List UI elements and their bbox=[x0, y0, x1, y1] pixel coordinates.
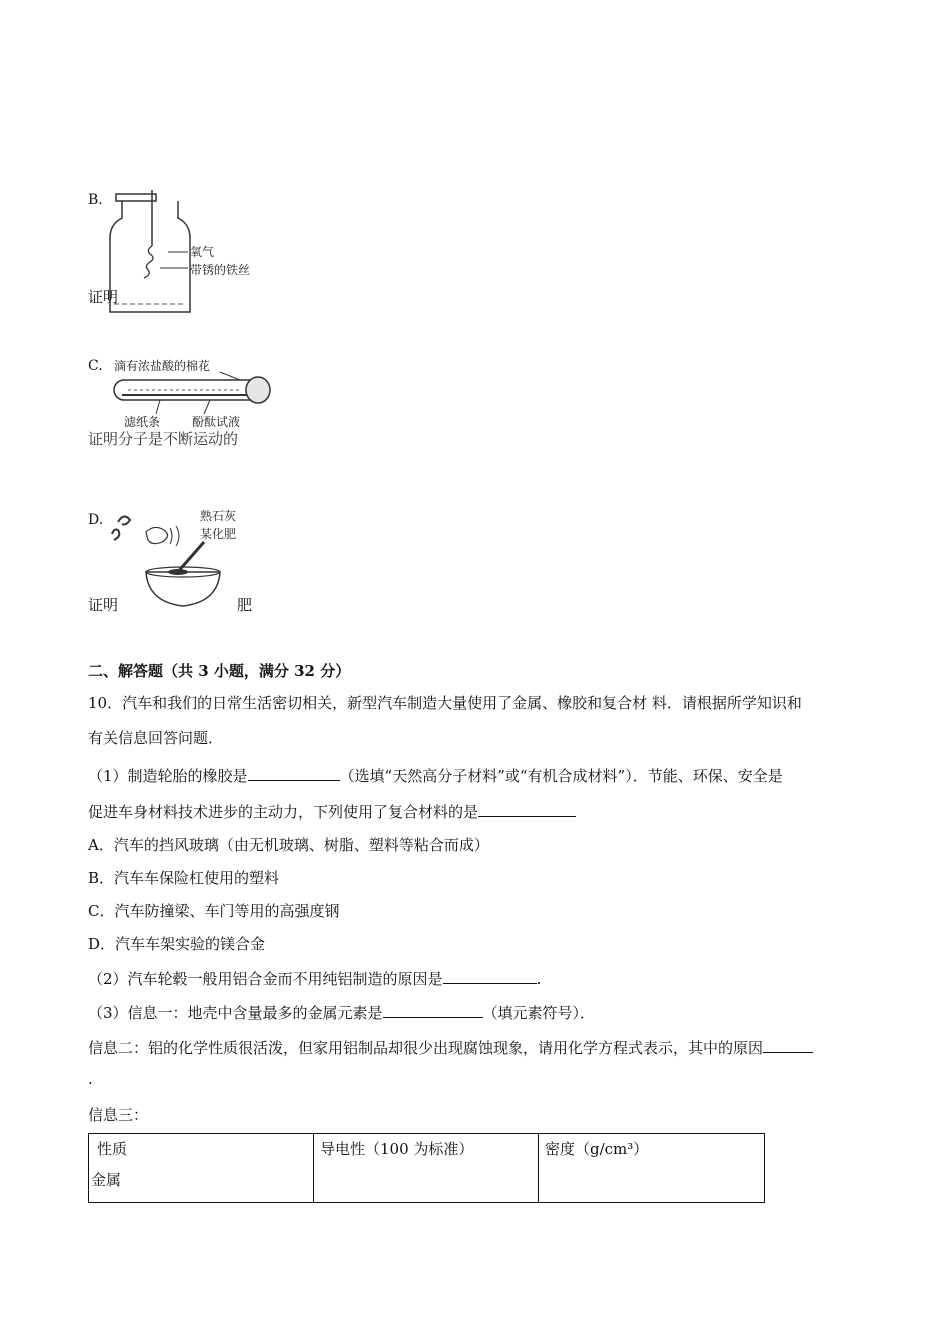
fig-label-rusty-wire: 带锈的铁丝 bbox=[190, 263, 251, 277]
q10-part1-line2 bbox=[88, 800, 576, 822]
q10-part2-text-a: （2）汽车轮毂一般用铝合金而不用纯铝制造的原因是 bbox=[88, 970, 443, 988]
table-header-density: 密度（g/cm³） bbox=[539, 1134, 765, 1203]
option-d-caption-right: 肥 bbox=[237, 596, 253, 614]
q10-part1-line1 bbox=[88, 764, 783, 786]
fig-label-filter-strip: 滤纸条 bbox=[124, 415, 161, 429]
table-header-property-metal bbox=[89, 1134, 314, 1203]
q10-part1-text-a: （1）制造轮胎的橡胶是 bbox=[88, 767, 248, 785]
table-cell-property: 性质 bbox=[97, 1140, 128, 1158]
q10-part3 bbox=[88, 1001, 595, 1023]
q10-info2-text: 信息二：铝的化学性质很活泼，但家用铝制品却很少出现腐蚀现象，请用化学方程式表示，其中的原因 bbox=[88, 1039, 764, 1057]
option-d-figure bbox=[108, 502, 258, 614]
option-b-letter: B. bbox=[88, 192, 103, 208]
option-c-letter: C. bbox=[88, 358, 103, 374]
q10-info2-blank[interactable] bbox=[763, 1036, 813, 1053]
properties-table bbox=[88, 1133, 765, 1203]
q10-choice-c: C．汽车防撞梁、车门等用的高强度钢 bbox=[88, 902, 340, 920]
fig-label-oxygen: 氧气 bbox=[190, 245, 215, 259]
q10-stem-line2: 有关信息回答问题． bbox=[88, 729, 224, 747]
option-c-caption: 证明分子是不断运动的 bbox=[88, 430, 239, 448]
q10-part1-blank2[interactable] bbox=[478, 800, 576, 817]
q10-choice-b: B．汽车车保险杠使用的塑料 bbox=[88, 869, 280, 887]
q10-part3-blank[interactable] bbox=[383, 1001, 483, 1018]
fig-label-cotton: 滴有浓盐酸的棉花 bbox=[114, 359, 211, 373]
table-row bbox=[89, 1134, 765, 1203]
table-header-conductivity: 导电性（100 为标准） bbox=[314, 1134, 539, 1203]
q10-part1-text-b: （选填“天然高分子材料”或“有机合成材料”）．节能、环保、安全是 bbox=[339, 767, 783, 785]
q10-info3: 信息三： bbox=[88, 1106, 149, 1124]
q10-info2 bbox=[88, 1036, 813, 1058]
q10-part1-text-c: 促进车身材料技术进步的主动力，下列使用了复合材料的是 bbox=[88, 803, 479, 821]
q10-part2-blank[interactable] bbox=[443, 967, 537, 984]
q10-part1-blank1[interactable] bbox=[248, 764, 340, 781]
table-cell-metal: 金属 bbox=[91, 1171, 122, 1189]
option-c-figure bbox=[100, 354, 270, 434]
q10-part3-text-b: （填元素符号）． bbox=[482, 1004, 596, 1022]
q10-part3-text-a: （3）信息一：地壳中含量最多的金属元素是 bbox=[88, 1004, 383, 1022]
option-b-caption: 证明 bbox=[88, 288, 119, 306]
q10-choice-a: A．汽车的挡风玻璃（由无机玻璃、树脂、塑料等粘合而成） bbox=[88, 836, 489, 854]
q10-part2-text-b: . bbox=[536, 970, 542, 988]
fig-label-phenolphthalein: 酚酞试液 bbox=[192, 415, 241, 429]
fig-label-slaked-lime: 熟石灰 bbox=[200, 509, 237, 523]
q10-info2-end: . bbox=[88, 1070, 93, 1088]
fig-label-fertilizer: 某化肥 bbox=[200, 527, 237, 541]
option-b-figure bbox=[108, 190, 253, 320]
option-d-caption-left: 证明 bbox=[88, 596, 119, 614]
q10-stem-line1: 10．汽车和我们的日常生活密切相关，新型汽车制造大量使用了金属、橡胶和复合材 料．请根据所学知识和 bbox=[88, 694, 802, 712]
q10-part2 bbox=[88, 967, 541, 989]
q10-choice-d: D．汽车车架实验的镁合金 bbox=[88, 935, 266, 953]
section-heading: 二、解答题（共 3 小题，满分 32 分） bbox=[88, 662, 351, 680]
option-d-letter: D. bbox=[88, 512, 104, 528]
